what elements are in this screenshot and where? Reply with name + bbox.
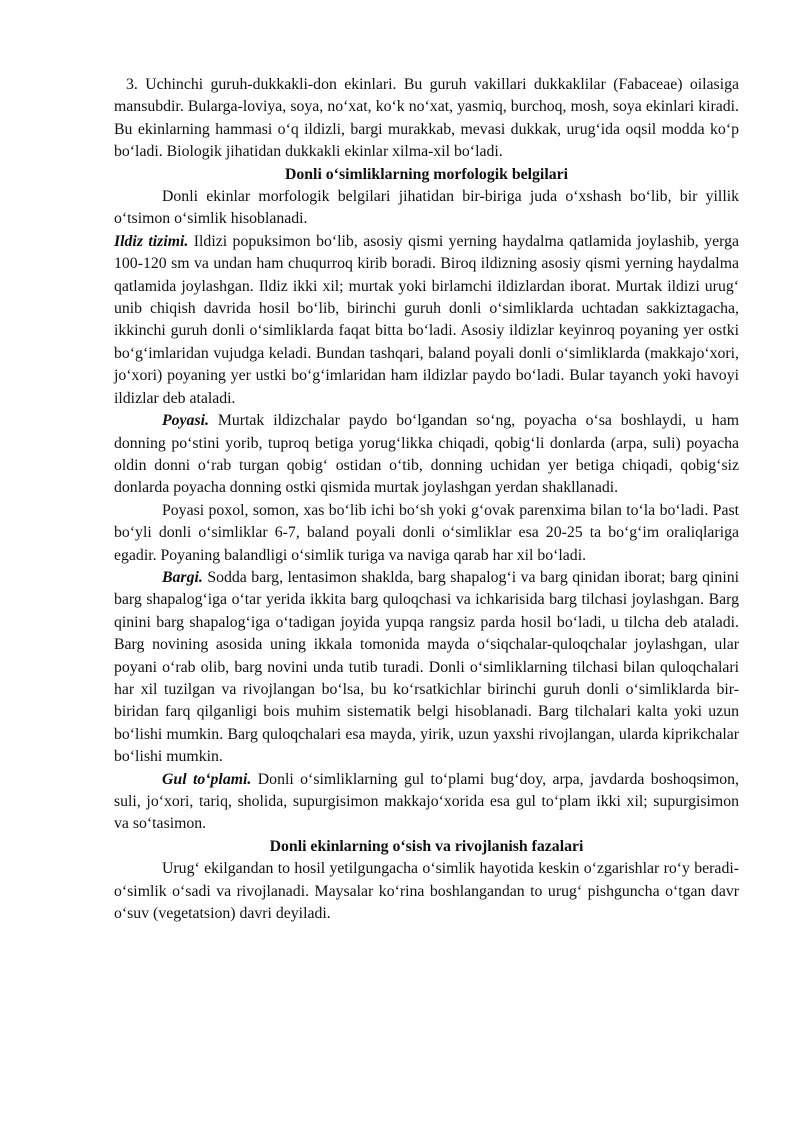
term-stem: Poyasi.	[162, 412, 209, 430]
text-stem: Murtak ildizchalar paydo bo‘lgandan so‘ng, poyacha o‘sa boshlaydi, u ham donning po‘stini yorib, tuproq betiga yorug‘likka chiqadi, qobig‘li donlarda (arpa, suli) poyacha oldin donni o‘rab turgan qobig‘ ostidan o‘tib, donning uchidan yer betiga chiqadi, qobig‘siz donlarda poyacha donning ostki qismida murtak joylashgan yerdan shakllanadi.	[114, 412, 739, 497]
paragraph-leaf	[114, 567, 739, 769]
document-page	[114, 74, 739, 925]
term-inflorescence: Gul to‘plami.	[162, 770, 252, 788]
paragraph-growth-phases: Urug‘ ekilgandan to hosil yetilgungacha o‘simlik hayotida keskin o‘zgarishlar ro‘y beradi-o‘simlik o‘sadi va rivojlanadi. Maysalar ko‘rina boshlangandan to urug‘ pishguncha o‘tgan davr o‘suv (vegetatsion) davri deyiladi.	[114, 860, 739, 923]
paragraph-stem-structure: Poyasi poxol, somon, xas bo‘lib ichi bo‘sh yoki g‘ovak parenxima bilan to‘la bo‘ladi. Past bo‘yli donli o‘simliklar 6-7, baland poyali donli o‘simliklar esa 20-25 ta bo‘g‘im oraliqlariga egadir. Poyaning balandligi o‘simlik turiga va naviga qarab har xil bo‘ladi.	[114, 501, 739, 564]
paragraph-legumes: 3. Uchinchi guruh-dukkakli-don ekinlari. Bu guruh vakillari dukkaklilar (Fabaceae) oilasiga mansubdir. Bularga-loviya, soya, no‘xat, ko‘k no‘xat, yasmiq, burchoq, mosh, soya ekinlari kiradi. Bu ekinlarning hammasi o‘q ildizli, bargi murakkab, mevasi dukkak, urug‘ida oqsil modda ko‘p bo‘ladi. Biologik jihatidan dukkakli ekinlar xilma-xil bo‘ladi.	[114, 76, 739, 161]
paragraph-inflorescence	[114, 769, 739, 836]
paragraph-stem	[114, 410, 739, 500]
text-inflorescence: Donli o‘simliklarning gul to‘plami bug‘doy, arpa, javdarda boshoqsimon, suli, jo‘xori, tariq, sholida, supurgisimon makkajo‘xorida esa gul to‘plam ikki xil; supurgisimon va so‘tasimon.	[114, 770, 740, 833]
term-root-system: Ildiz tizimi.	[114, 232, 189, 250]
paragraph-morphology-intro: Donli ekinlar morfologik belgilari jihatidan bir-biriga juda o‘xshash bo‘lib, bir yillik o‘tsimon o‘simlik hisoblanadi.	[114, 188, 739, 228]
text-leaf: Sodda barg, lentasimon shaklda, barg shapalog‘i va barg qinidan iborat; barg qinini barg shapalog‘iga o‘tar yerida ikkita barg quloqchasi va ichkarisida barg tilchasi joylashgan. Barg qinini barg shapalog‘iga o‘tadigan joyida yupqa rangsiz parda hosil bo‘ladi, u tilcha deb ataladi. Barg novining asosida uning ikkala tomonida mayda o‘siqchalar-quloqchalar joylashgan, ular poyani o‘rab olib, barg novini unda tutib turadi. Donli o‘simliklarning tilchasi bilan quloqchalari har xil tuzilgan va rivojlangan bo‘lsa, bu ko‘rsatkichlar birinchi guruh donli o‘simliklarda bir-biridan farq qilganligi bois muhim sistematik belgi hisoblanadi. Barg tilchalari kalta yoki uzun bo‘lishi mumkin. Barg quloqchalari esa mayda, yirik, uzun yaxshi rivojlangan, ularda kiprikchalar bo‘lishi mumkin.	[114, 568, 739, 766]
paragraph-root-system	[114, 231, 739, 410]
term-leaf: Bargi.	[162, 568, 203, 586]
heading-morphology: Donli o‘simliklarning morfologik belgilari	[284, 165, 569, 183]
heading-growth-phases: Donli ekinlarning o‘sish va rivojlanish fazalari	[269, 837, 584, 855]
text-root-system: Ildizi popuksimon bo‘lib, asosiy qismi yerning haydalma qatlamida joylashib, yerga 100-120 sm va undan ham chuqurroq kirib boradi. Biroq ildizning asosiy qismi yerning haydalma qatlamida joylashgan. Ildiz ikki xil; murtak yoki birlamchi ildizlardan iborat. Murtak ildizi urug‘ unib chiqish davrida hosil bo‘lib, birinchi guruh donli o‘simliklarda uchtadan sakkiztagacha, ikkinchi guruh donli o‘simliklarda faqat bitta bo‘ladi. Asosiy ildizlar keyinroq poyaning yer ostki bo‘g‘imlaridan vujudga keladi. Bundan tashqari, baland poyali donli o‘simliklarda (makkajo‘xori, jo‘xori) poyaning yer ustki bo‘g‘imlaridan ham ildizlar paydo bo‘ladi. Bular tayanch yoki havoyi ildizlar deb ataladi.	[114, 232, 739, 407]
